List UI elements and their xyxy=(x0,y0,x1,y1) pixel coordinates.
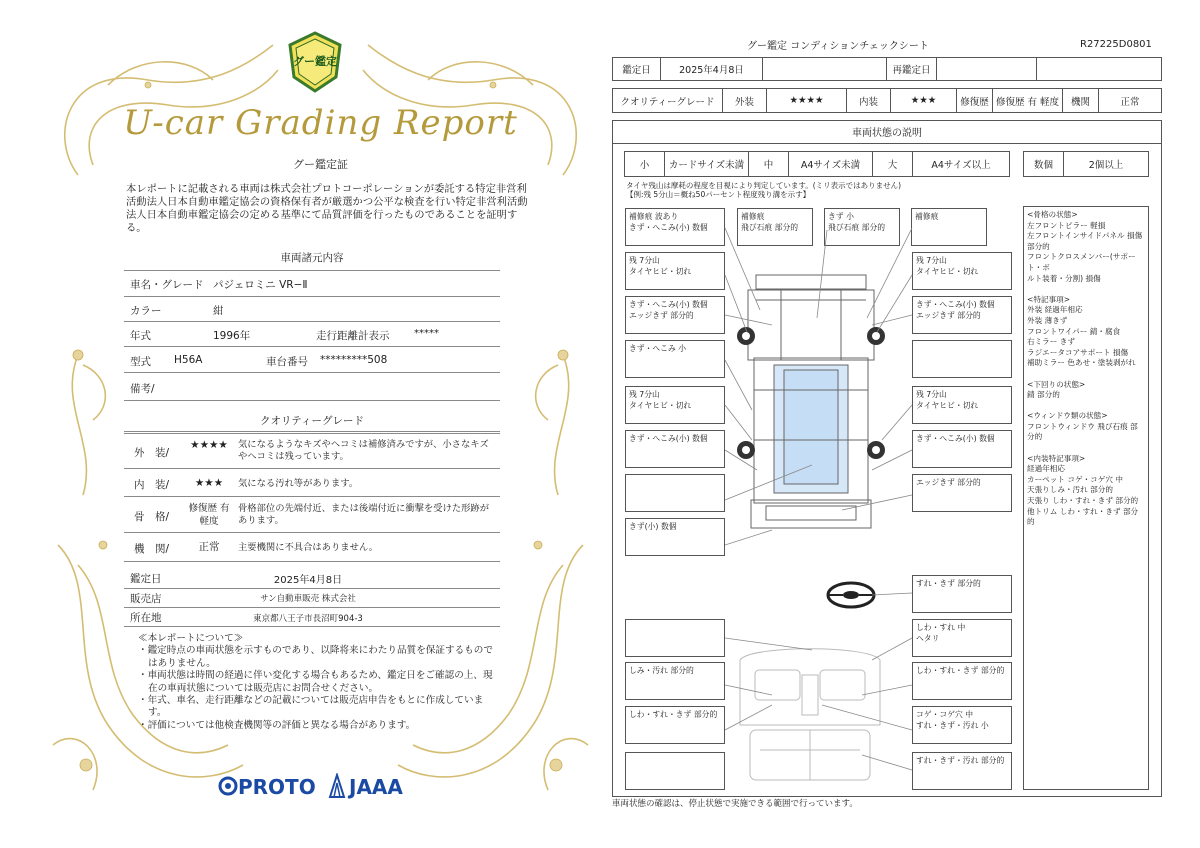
connector-lines xyxy=(612,200,1022,800)
certificate-intro: 本レポートに記載される車両は株式会社プロトコーポレーションが委託する特定非営利活動法人日本自動車鑑定協会の資格保有者が厳選かつ公平な検査を行い特定非営利活動法人日本自動車鑑定協会の定める基準にて品質評価を行ったものであることを証明する。 xyxy=(126,183,528,234)
remark-line: フロントウィンドウ 飛び石痕 部分的 xyxy=(1027,421,1138,442)
jaaa-logo-icon xyxy=(328,773,346,799)
frame-desc: 骨格部位の先端付近、または後端付近に衝撃を受けた形跡があります。 xyxy=(238,503,490,526)
exterior-desc: 気になるようなキズやヘコミは補修済みですが、小さなキズやヘコミは残っています。 xyxy=(238,439,489,462)
remark-line: 補助ミラー 色あせ・塗装剥がれ xyxy=(1027,358,1136,368)
left-condition-box-line: きず・へこみ(小) 数個 xyxy=(629,223,708,232)
remark-line: 右ミラー きず xyxy=(1027,337,1075,347)
remark-line: 天張りしみ・汚れ 部分的 xyxy=(1027,485,1113,495)
sheet-engine-label: 機関 xyxy=(1063,89,1099,112)
grading-certificate xyxy=(38,25,603,825)
sheet-footer: 車両状態の確認は、停止状態で実施できる範囲で行っています。 xyxy=(612,799,858,809)
tire-note-2: 【例:残 5分山＝概ね50パーセント程度残り溝を示す】 xyxy=(626,190,811,199)
remarks-list xyxy=(1023,206,1149,790)
remark-line: 左フロントインサイドパネル 損傷 xyxy=(1027,231,1143,241)
count-legend xyxy=(1023,151,1149,177)
chassis-value: *********508 xyxy=(320,354,388,366)
interior-right-box-line: しわ・すれ 中 xyxy=(916,623,966,632)
quality-heading: クオリティーグレード xyxy=(260,415,364,427)
remark-line: ラジエータコアサポート 損傷 xyxy=(1027,347,1129,357)
mileage-value: ***** xyxy=(414,328,439,339)
remark-line: カーペット コゲ・コゲ穴 中 xyxy=(1027,474,1123,484)
notes-title: ≪本レポートについて≫ xyxy=(138,633,244,644)
note-item: ・車両状態は時間の経過に伴い変化する場合もあるため、鑑定日をご確認の上、現在の車両状態については販売店にお問合せください。 xyxy=(138,670,493,694)
right-condition-box-line: タイヤヒビ・切れ xyxy=(916,267,979,276)
jaaa-logo: JAAA xyxy=(349,775,403,799)
model-label: 型式 xyxy=(130,356,151,368)
count-desc: 2個以上 xyxy=(1088,160,1124,171)
remark-line: <内装特記事項> xyxy=(1027,453,1086,463)
left-condition-box-line: タイヤヒビ・切れ xyxy=(629,267,692,276)
remark-line: <骨格の状態> xyxy=(1027,210,1078,219)
tire-note-1: タイヤ残山は摩耗の程度を目視により判定しています。(ミリ表示ではありません) xyxy=(626,181,902,190)
date-row xyxy=(612,57,1162,81)
remark-line: 錆 部分的 xyxy=(1027,390,1060,400)
left-condition-box-line: エッジきず 部分的 xyxy=(629,311,694,320)
sheet-date-value: 2025年4月8日 xyxy=(661,58,763,80)
frame-label: 骨 格/ xyxy=(134,511,170,523)
size-small-desc: カードサイズ未満 xyxy=(665,152,749,176)
dealer-label: 販売店 xyxy=(130,593,162,605)
interior-stars: ★★★ xyxy=(194,477,224,489)
address-value: 東京都八王子市長沼町904-3 xyxy=(253,614,363,624)
color-label: カラー xyxy=(130,305,162,317)
left-condition-box-line: 残 7分山 xyxy=(629,256,660,265)
address-label: 所在地 xyxy=(130,612,162,624)
grade-row xyxy=(612,88,1162,113)
left-condition-box-line: きず・へこみ(小) 数個 xyxy=(629,300,708,309)
remark-line: 外装 薄きず xyxy=(1027,315,1068,325)
size-large: 大 xyxy=(873,152,913,176)
date-value: 2025年4月8日 xyxy=(273,575,343,586)
top-condition-box-line: きず 小 xyxy=(828,212,854,221)
remark-line: 天張り しわ・すれ・きず 部分的 xyxy=(1027,496,1139,506)
certificate-title: グー鑑定証 xyxy=(293,158,348,171)
sheet-int-label: 内装 xyxy=(847,89,891,112)
size-legend xyxy=(624,151,1010,177)
color-value: 紺 xyxy=(213,305,224,317)
sheet-title: グー鑑定 コンディションチェックシート xyxy=(747,41,929,52)
remark-line: 他トリム しわ・すれ・きず 部分的 xyxy=(1027,506,1139,527)
left-condition-box-line: きず・へこみ 小 xyxy=(629,344,687,353)
top-condition-box-line: 補修痕 xyxy=(915,212,939,221)
mileage-label: 走行距離計表示 xyxy=(316,330,390,342)
note-item: ・評価については他検査機関等の評価と異なる場合があります。 xyxy=(138,719,416,731)
left-condition-box-line: 残 7分山 xyxy=(629,390,660,399)
right-condition-box-line: エッジきず 部分的 xyxy=(916,311,981,320)
engine-label: 機 関/ xyxy=(134,543,170,555)
report-id: R27225D0801 xyxy=(1080,39,1152,50)
size-mid-desc: A4サイズ未満 xyxy=(789,152,873,176)
remark-line: <特記事項> xyxy=(1027,294,1071,304)
engine-desc: 主要機関に不具合はありません。 xyxy=(238,542,379,553)
left-condition-box-line: タイヤヒビ・切れ xyxy=(629,401,692,410)
name-label: 車名・グレード xyxy=(130,279,204,291)
remark-line xyxy=(1027,443,1145,454)
size-large-desc: A4サイズ以上 xyxy=(931,160,991,171)
remark-line: 部分的 xyxy=(1027,241,1050,251)
exterior-label: 外 装/ xyxy=(134,447,170,459)
proto-logo-icon xyxy=(218,775,238,797)
interior-right-box-line: すれ・きず・汚れ 小 xyxy=(916,721,989,730)
notes xyxy=(138,633,498,732)
top-condition-box-line: 飛び石痕 部分的 xyxy=(828,223,886,232)
remarks-label: 備考/ xyxy=(130,383,155,395)
report-script-title: U-car Grading Report xyxy=(123,103,518,143)
engine-value: 正常 xyxy=(198,541,220,553)
remark-line xyxy=(1027,401,1145,412)
interior-right-box-line: ヘタリ xyxy=(916,634,940,643)
sheet-int-value: ★★★ xyxy=(891,89,957,112)
goo-appraisal-badge xyxy=(286,31,344,93)
remark-line: 外装 経過年相応 xyxy=(1027,305,1083,315)
right-condition-box-line: 残 7分山 xyxy=(916,256,947,265)
count-label: 数個 xyxy=(1024,152,1064,176)
grade-label: クオリティーグレード xyxy=(613,89,723,112)
proto-logo: PROTO xyxy=(238,775,316,799)
remark-line: 左フロントピラー 軽損 xyxy=(1027,220,1106,230)
remark-line: フロントクロスメンバー(サポート・ボ xyxy=(1027,252,1136,272)
top-condition-box-line: 飛び石痕 部分的 xyxy=(741,223,799,232)
right-condition-box-line: タイヤヒビ・切れ xyxy=(916,401,979,410)
size-mid: 中 xyxy=(749,152,789,176)
interior-right-box-line: すれ・きず 部分的 xyxy=(916,579,981,588)
interior-desc: 気になる汚れ等があります。 xyxy=(238,478,359,489)
chassis-label: 車台番号 xyxy=(266,356,308,368)
date-label: 鑑定日 xyxy=(130,573,162,585)
state-heading: 車両状態の説明 xyxy=(852,128,922,139)
frame-value: 修復歴 有 軽度 xyxy=(188,503,230,527)
interior-right-box-line: コゲ・コゲ穴 中 xyxy=(916,710,974,719)
sheet-ext-value: ★★★★ xyxy=(767,89,847,112)
top-condition-box-line: 補修痕 xyxy=(741,212,765,221)
sheet-engine-value: 正常 xyxy=(1120,96,1140,108)
spec-heading: 車両諸元内容 xyxy=(280,252,344,264)
year-value: 1996年 xyxy=(213,330,251,342)
sheet-redate-label: 再鑑定日 xyxy=(887,58,937,80)
interior-left-box-line: しわ・すれ・きず 部分的 xyxy=(629,710,718,719)
remark-line xyxy=(1027,284,1145,295)
remark-line xyxy=(1027,369,1145,380)
sheet-ext-label: 外装 xyxy=(723,89,767,112)
remark-line: フロントワイパー 錆・腐食 xyxy=(1027,326,1121,336)
interior-right-box-line: すれ・きず・汚れ 部分的 xyxy=(916,756,1005,765)
left-condition-box-line: きず(小) 数個 xyxy=(629,522,677,531)
name-value: パジェロミニ VR−Ⅱ xyxy=(213,279,308,291)
exterior-stars: ★★★★ xyxy=(190,439,228,451)
right-condition-box-line: きず・へこみ(小) 数個 xyxy=(916,434,995,443)
note-item: ・年式、車名、走行距離などの記載については販売店申告をもとに作成しています。 xyxy=(138,695,484,719)
interior-right-box-line: しわ・すれ・きず 部分的 xyxy=(916,666,1005,675)
interior-label: 内 装/ xyxy=(134,479,170,491)
right-condition-box-line: きず・へこみ(小) 数個 xyxy=(916,300,995,309)
remark-line: <下回りの状態> xyxy=(1027,379,1086,389)
remark-line: <ウィンドウ類の状態> xyxy=(1027,411,1108,421)
left-condition-box-line: きず・へこみ(小) 数個 xyxy=(629,434,708,443)
right-condition-box-line: エッジきず 部分的 xyxy=(916,478,981,487)
badge-text: グー鑑定 xyxy=(293,55,337,68)
remark-line: ルト装着・分割) 損傷 xyxy=(1027,273,1101,283)
model-value: H56A xyxy=(174,354,203,366)
remark-line: 経過年相応 xyxy=(1027,464,1065,474)
dealer-value: サン自動車販売 株式会社 xyxy=(260,594,356,604)
size-small: 小 xyxy=(625,152,665,176)
sheet-repair-value: 修復歴 有 軽度 xyxy=(993,89,1063,112)
left-condition-box-line: 補修痕 波あり xyxy=(629,212,679,221)
sheet-repair-label: 修復歴 xyxy=(957,89,993,112)
sheet-date-label: 鑑定日 xyxy=(613,58,661,80)
note-item: ・鑑定時点の車両状態を示すものであり、以降将来にわたり品質を保証するものではありません。 xyxy=(138,645,493,669)
right-condition-box-line: 残 7分山 xyxy=(916,390,947,399)
year-label: 年式 xyxy=(130,330,151,342)
interior-left-box-line: しみ・汚れ 部分的 xyxy=(629,666,694,675)
